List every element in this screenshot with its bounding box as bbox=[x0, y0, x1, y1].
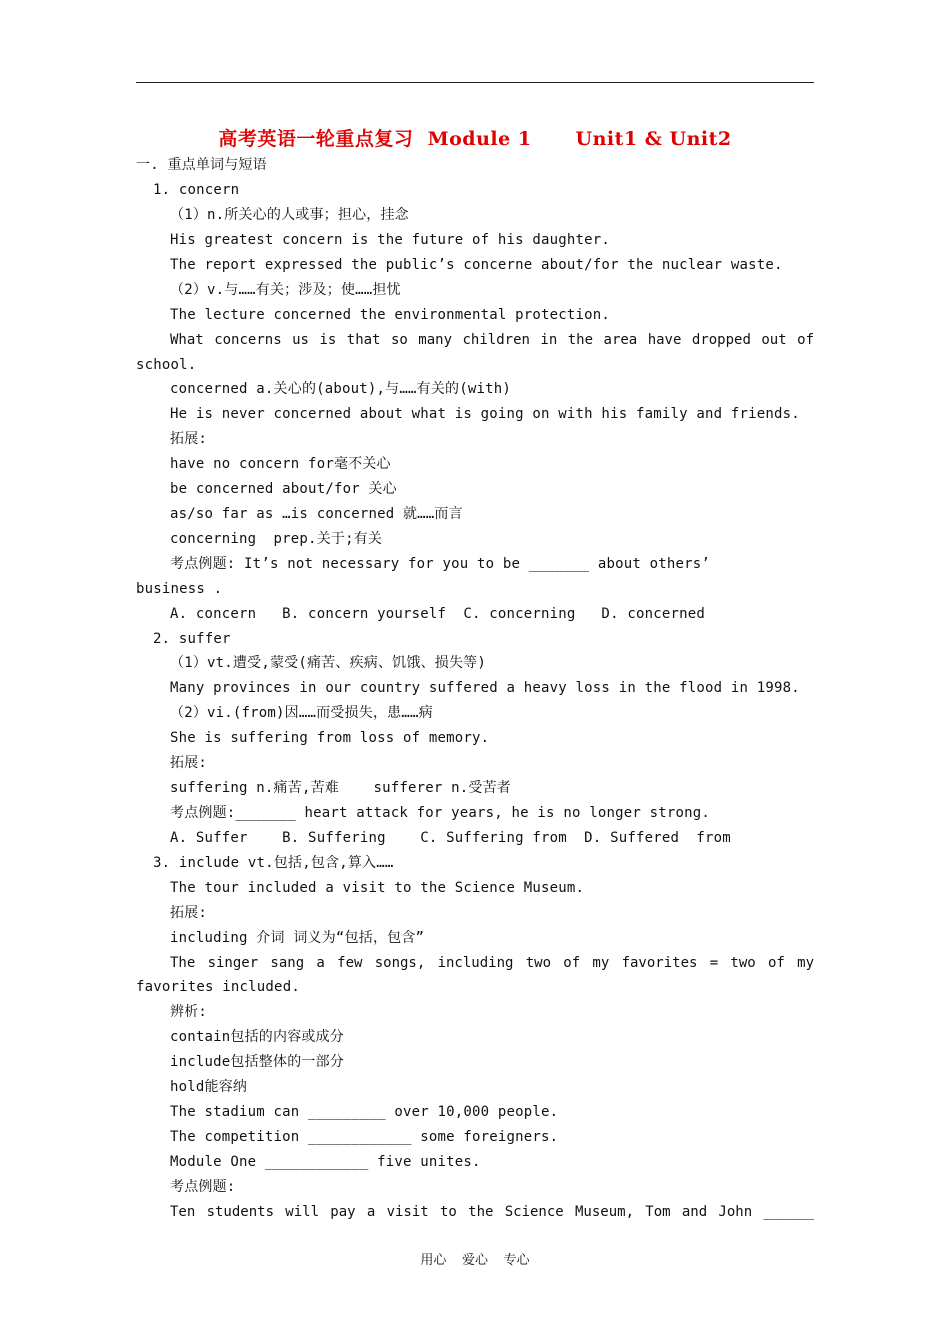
definition-line: concerned a.关心的(about),与……有关的(with) bbox=[170, 381, 512, 397]
example-line: His greatest concern is the future of his daughter. bbox=[170, 232, 611, 248]
example-line: She is suffering from loss of memory. bbox=[170, 730, 490, 746]
phrase-line: suffering n.痛苦,苦难 sufferer n.受苦者 bbox=[170, 780, 512, 796]
page-footer: 用心 爱心 专心 bbox=[420, 1253, 530, 1268]
phrase-line: including 介词 词义为“包括，包含” bbox=[170, 930, 425, 946]
phrase-line: include包括整体的一部分 bbox=[170, 1054, 345, 1070]
example-line: The singer sang a few songs, including two of my favorites = two of my bbox=[170, 955, 814, 971]
example-line-continued: school. bbox=[136, 357, 197, 373]
exercise-question: 考点例题:_______ heart attack for years, he is no longer strong. bbox=[170, 805, 711, 821]
word-heading-suffer: 2. suffer bbox=[153, 631, 231, 647]
extension-label: 拓展: bbox=[170, 431, 208, 447]
word-heading-concern: 1. concern bbox=[153, 182, 240, 198]
exercise-question-continued: business . bbox=[136, 581, 223, 597]
title-units: Unit1 & Unit2 bbox=[575, 128, 732, 150]
example-line: The lecture concerned the environmental protection. bbox=[170, 307, 611, 323]
word-heading-include: 3. include vt.包括,包含,算入…… bbox=[153, 855, 394, 871]
extension-label: 拓展: bbox=[170, 755, 208, 771]
example-line: What concerns us is that so many children in the area have dropped out of bbox=[170, 332, 814, 348]
example-line: The tour included a visit to the Science Museum. bbox=[170, 880, 585, 896]
header-rule bbox=[136, 82, 814, 83]
exercise-question: The stadium can _________ over 10,000 people. bbox=[170, 1104, 559, 1120]
exercise-label: 考点例题: bbox=[170, 1179, 236, 1195]
example-line-continued: favorites included. bbox=[136, 979, 300, 995]
phrase-line: have no concern for毫不关心 bbox=[170, 456, 391, 472]
section-heading: 一. 重点单词与短语 bbox=[136, 157, 267, 173]
title-module: Module 1 bbox=[427, 128, 532, 150]
phrase-line: contain包括的内容或成分 bbox=[170, 1029, 345, 1045]
page-title bbox=[0, 124, 950, 151]
extension-label: 拓展: bbox=[170, 905, 208, 921]
definition-line: （1）vt.遭受,蒙受(痛苦、疾病、饥饿、损失等) bbox=[170, 655, 486, 671]
exercise-question: 考点例题: It’s not necessary for you to be _______ about others’ bbox=[170, 556, 711, 572]
definition-line: （2）vi.(from)因……而受损失，患……病 bbox=[170, 705, 433, 721]
phrase-line: concerning prep.关于;有关 bbox=[170, 531, 383, 547]
definition-line: （1）n.所关心的人或事；担心，挂念 bbox=[170, 207, 409, 223]
title-chinese: 高考英语一轮重点复习 bbox=[218, 128, 414, 150]
exercise-question: Module One ____________ five unites. bbox=[170, 1154, 481, 1170]
phrase-line: be concerned about/for 关心 bbox=[170, 481, 397, 497]
example-line: He is never concerned about what is going on with his family and friends. bbox=[170, 406, 800, 422]
distinction-label: 辨析: bbox=[170, 1004, 208, 1020]
exercise-options: A. Suffer B. Suffering C. Suffering from D. Suffered from bbox=[170, 830, 731, 846]
exercise-question: The competition ____________ some foreigners. bbox=[170, 1129, 559, 1145]
phrase-line: as/so far as …is concerned 就……而言 bbox=[170, 506, 463, 522]
exercise-question: Ten students will pay a visit to the Science Museum, Tom and John ______ bbox=[170, 1204, 814, 1220]
exercise-options: A. concern B. concern yourself C. concerning D. concerned bbox=[170, 606, 705, 622]
definition-line: （2）v.与……有关；涉及；使……担忧 bbox=[170, 282, 401, 298]
phrase-line: hold能容纳 bbox=[170, 1079, 248, 1095]
example-line: Many provinces in our country suffered a heavy loss in the flood in 1998. bbox=[170, 680, 800, 696]
example-line: The report expressed the public’s concerne about/for the nuclear waste. bbox=[170, 257, 783, 273]
